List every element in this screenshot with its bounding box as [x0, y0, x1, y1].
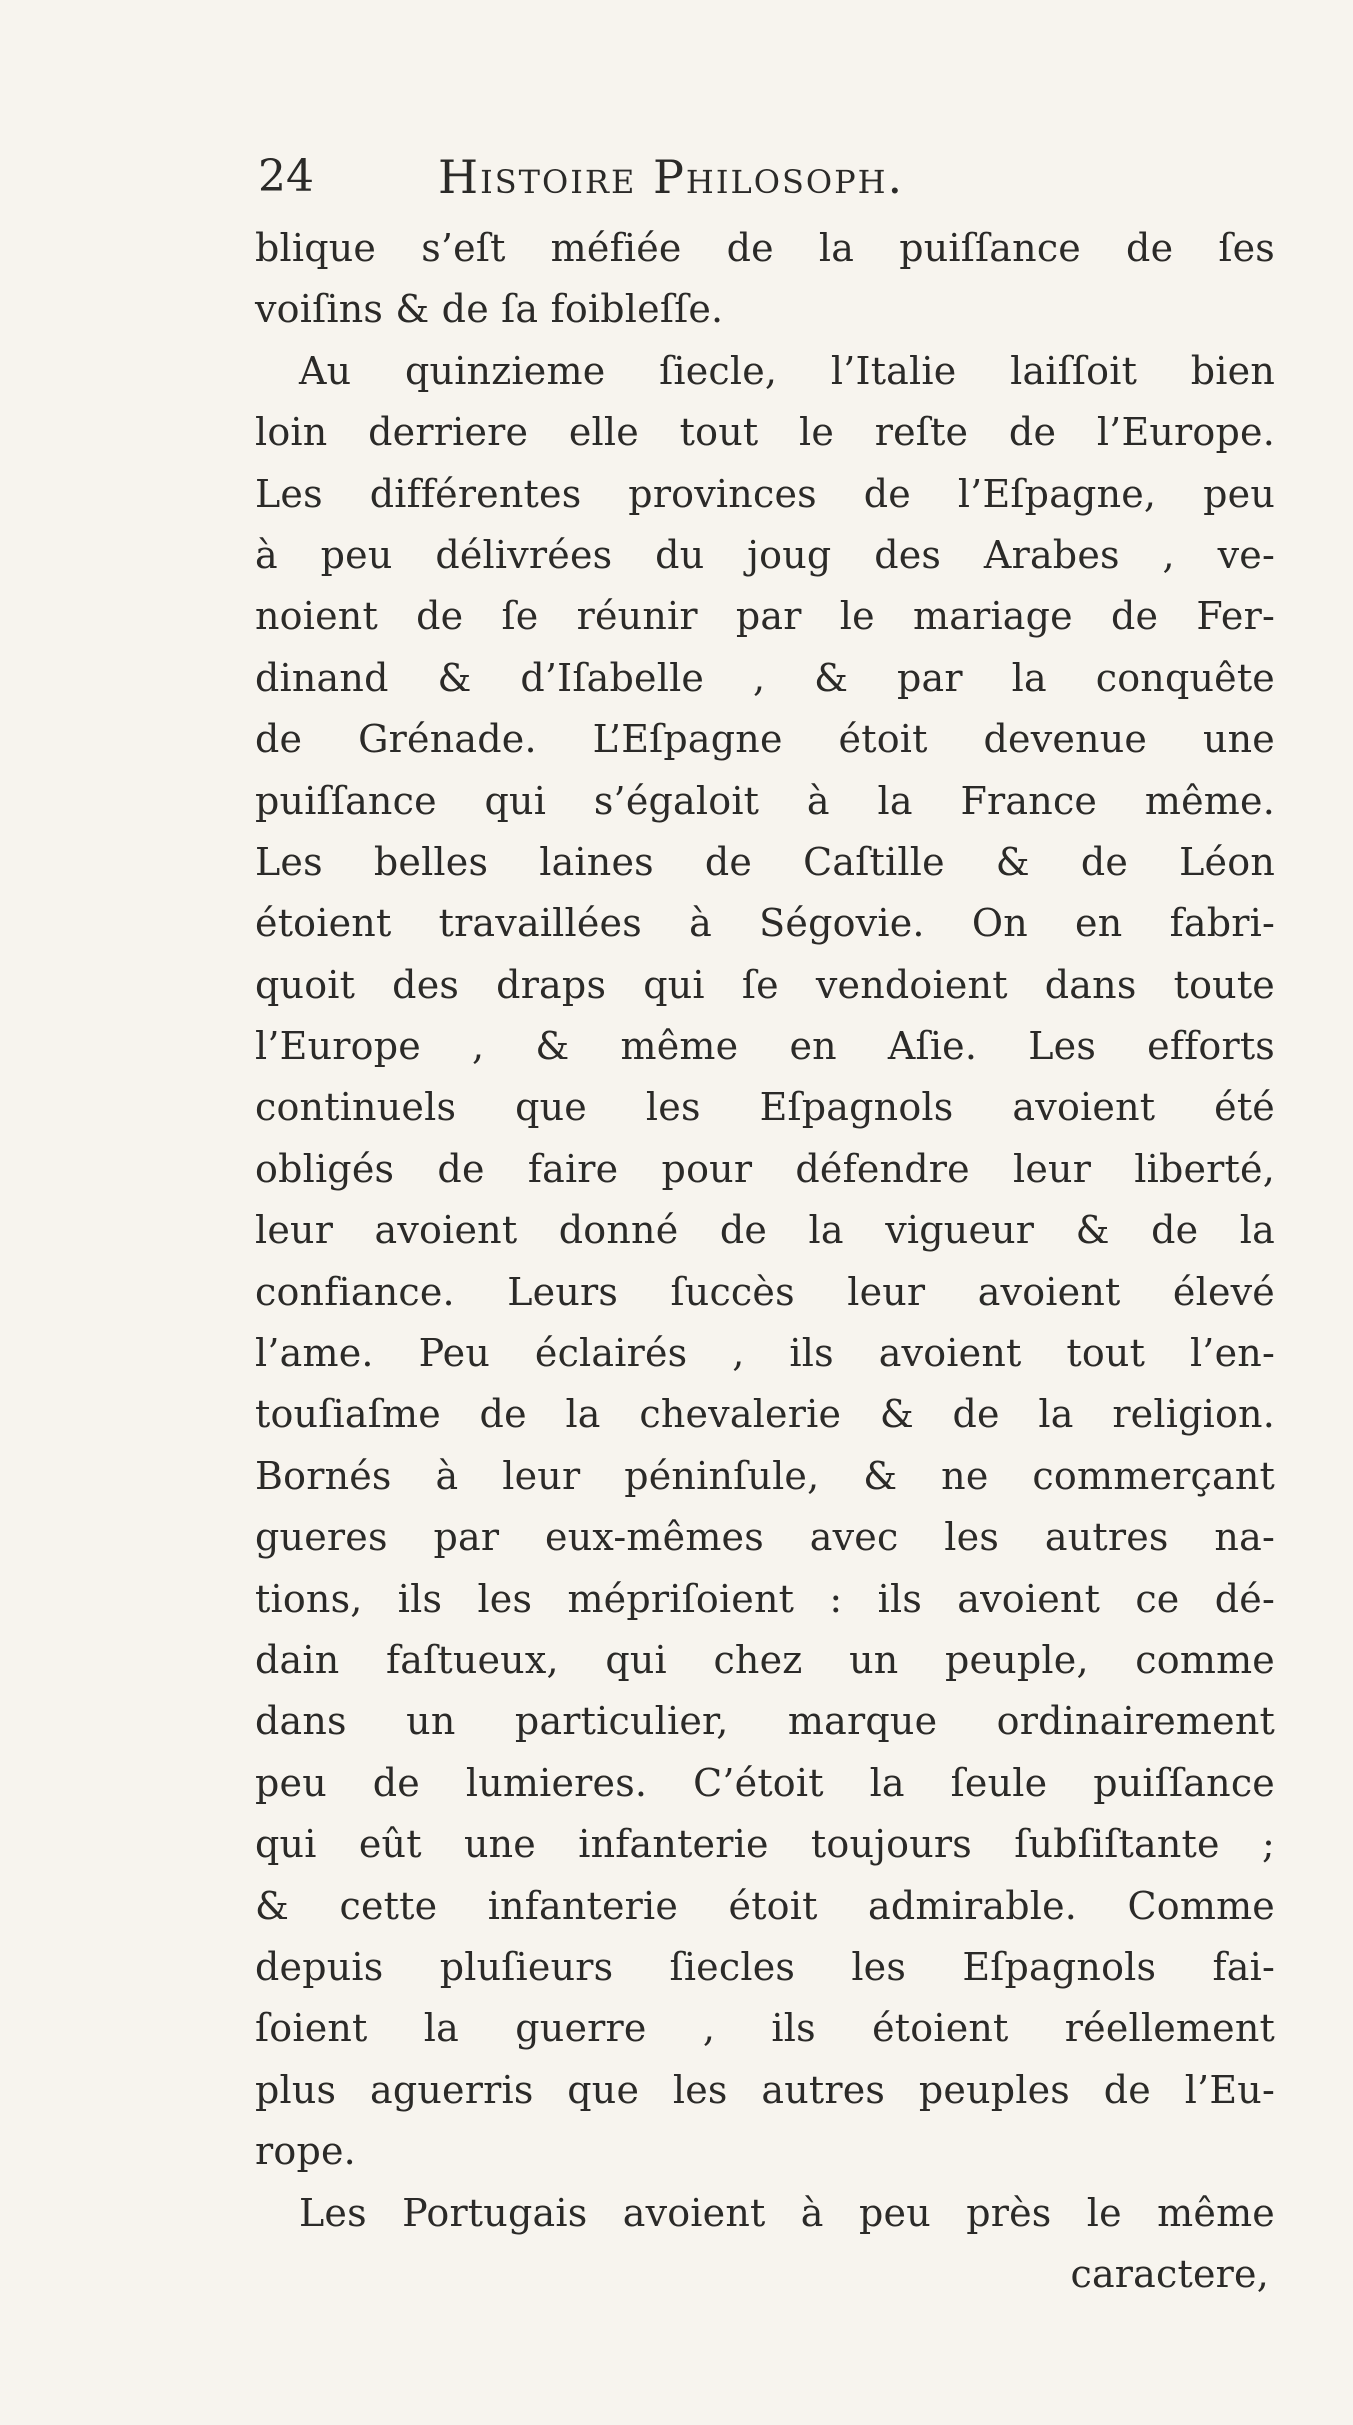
text-line: étoient travaillées à Ségovie. On en fabri-	[255, 901, 1275, 946]
text-line: Les Portugais avoient à peu près le même	[299, 2190, 1275, 2235]
text-line: rope.	[255, 2129, 356, 2174]
text-line: Au quinzieme ſiecle, l’Italie laiſſoit bien	[299, 348, 1275, 393]
text-line: l’ame. Peu éclairés , ils avoient tout l’en-	[255, 1331, 1275, 1376]
text-line: peu de lumieres. C’étoit la ſeule puiſſance	[255, 1760, 1275, 1805]
running-title: Histoire Philosoph.	[438, 150, 905, 204]
text-line: l’Europe , & même en Aſie. Les efforts	[255, 1024, 1275, 1069]
text-line: leur avoient donné de la vigueur & de la	[255, 1208, 1275, 1253]
text-line: continuels que les Eſpagnols avoient été	[255, 1085, 1275, 1130]
text-line: blique s’eſt méfiée de la puiſſance de ſes	[255, 226, 1275, 270]
text-line: quoit des draps qui ſe vendoient dans toute	[255, 962, 1275, 1007]
text-line: de Grénade. L’Eſpagne étoit devenue une	[255, 717, 1275, 762]
text-line: qui eût une infanterie toujours ſubſiſtante ;	[255, 1822, 1275, 1867]
text-line: gueres par eux-mêmes avec les autres na-	[255, 1515, 1275, 1560]
text-line: Bornés à leur péninſule, & ne commerçant	[255, 1453, 1275, 1498]
text-line: depuis pluſieurs ſiecles les Eſpagnols fai-	[255, 1944, 1275, 1989]
text-line: ſoient la guerre , ils étoient réellement	[255, 2006, 1275, 2051]
text-line: dans un particulier, marque ordinairement	[255, 1699, 1275, 1744]
text-line: obligés de faire pour défendre leur liberté,	[255, 1146, 1275, 1191]
text-line: Les différentes provinces de l’Eſpagne, peu	[255, 471, 1275, 516]
text-line: touſiaſme de la chevalerie & de la religion.	[255, 1392, 1275, 1437]
text-line: dain faſtueux, qui chez un peuple, comme	[255, 1637, 1275, 1682]
text-line: Les belles laines de Caſtille & de Léon	[255, 839, 1275, 884]
text-line: voiſins & de ſa foibleſſe.	[255, 287, 724, 332]
page-number: 24	[258, 151, 314, 202]
catchword: caractere,	[1070, 2251, 1269, 2296]
text-line: loin derriere elle tout le reſte de l’Europe.	[255, 410, 1275, 455]
text-line: confiance. Leurs ſuccès leur avoient élevé	[255, 1269, 1275, 1314]
text-line: plus aguerris que les autres peuples de l’Eu-	[255, 2067, 1275, 2112]
text-line: & cette infanterie étoit admirable. Comme	[255, 1883, 1275, 1928]
text-line: tions, ils les mépriſoient : ils avoient ce dé-	[255, 1576, 1275, 1621]
page-header	[258, 140, 1258, 214]
text-line: noient de ſe réunir par le mariage de Fer-	[255, 594, 1275, 639]
text-line: à peu délivrées du joug des Arabes , ve-	[255, 532, 1275, 577]
text-line: dinand & d’Iſabelle , & par la conquête	[255, 655, 1275, 700]
body-text	[255, 218, 1275, 2305]
text-line: puiſſance qui s’égaloit à la France même.	[255, 778, 1275, 823]
